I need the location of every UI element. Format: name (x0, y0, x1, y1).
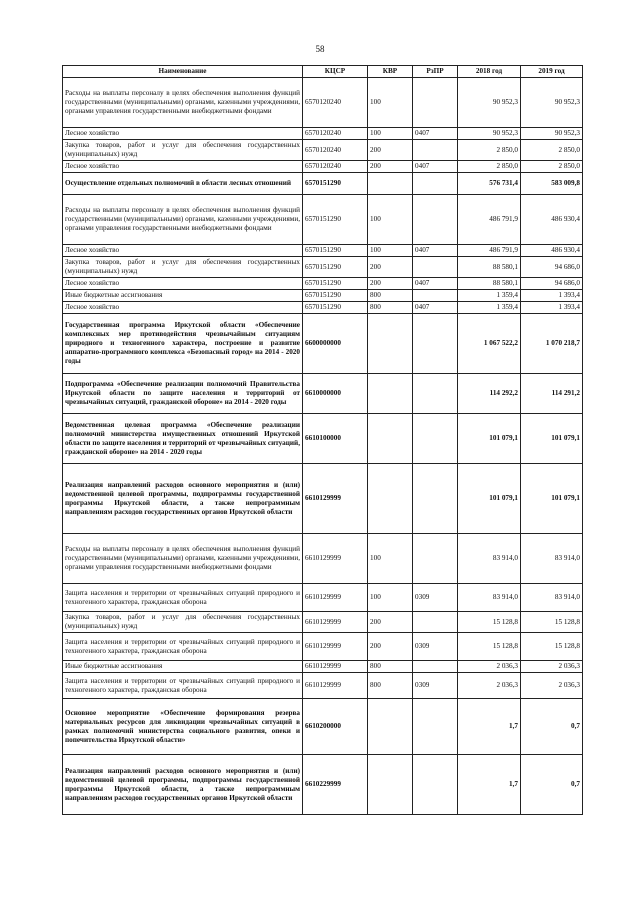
row-kcsr-cell: 6610129999 (303, 584, 368, 612)
row-kvr-cell (368, 699, 413, 755)
row-rzpr-cell: 0407 (413, 128, 458, 140)
row-2018-cell: 1,7 (458, 699, 521, 755)
header-2019: 2019 год (521, 66, 583, 78)
row-kvr-cell: 200 (368, 140, 413, 161)
row-name-cell: Закупка товаров, работ и услуг для обеспечения государственных (муниципальных) нужд (63, 612, 303, 633)
header-name: Наименование (63, 66, 303, 78)
row-2019-cell: 83 914,0 (521, 534, 583, 584)
row-name-cell: Защита населения и территории от чрезвычайных ситуаций природного и техногенного характера, гражданская оборона (63, 673, 303, 699)
row-2019-cell: 0,7 (521, 755, 583, 815)
table-body (63, 78, 583, 815)
row-rzpr-cell: 0407 (413, 278, 458, 290)
row-rzpr-cell (413, 661, 458, 673)
row-name-cell: Иные бюджетные ассигнования (63, 290, 303, 302)
row-rzpr-cell (413, 290, 458, 302)
row-kcsr-cell: 6610129999 (303, 612, 368, 633)
row-kvr-cell: 200 (368, 161, 413, 173)
table-row (63, 464, 583, 534)
table-row (63, 128, 583, 140)
row-name-cell: Лесное хозяйство (63, 302, 303, 314)
row-2018-cell: 486 791,9 (458, 245, 521, 257)
page-number: 58 (315, 44, 325, 54)
row-2019-cell: 0,7 (521, 699, 583, 755)
row-2019-cell: 583 009,8 (521, 173, 583, 195)
row-name-cell: Закупка товаров, работ и услуг для обеспечения государственных (муниципальных) нужд (63, 257, 303, 278)
row-name-cell: Закупка товаров, работ и услуг для обеспечения государственных (муниципальных) нужд (63, 140, 303, 161)
row-2019-cell: 94 686,0 (521, 278, 583, 290)
row-2019-cell: 1 070 218,7 (521, 314, 583, 374)
table-row (63, 661, 583, 673)
row-2018-cell: 486 791,9 (458, 195, 521, 245)
row-kvr-cell: 100 (368, 245, 413, 257)
row-name-cell: Иные бюджетные ассигнования (63, 661, 303, 673)
row-2019-cell: 90 952,3 (521, 78, 583, 128)
row-2018-cell: 1 359,4 (458, 302, 521, 314)
row-kcsr-cell: 6570120240 (303, 140, 368, 161)
row-rzpr-cell: 0407 (413, 161, 458, 173)
row-2018-cell: 576 731,4 (458, 173, 521, 195)
row-2018-cell: 1 067 522,2 (458, 314, 521, 374)
row-name-cell: Лесное хозяйство (63, 245, 303, 257)
table-row (63, 633, 583, 661)
row-name-cell: Ведомственная целевая программа «Обеспечение реализации полномочий министерства имущественных отношений Иркутской области по защите населения и территорий от чрезвычайных ситуаций, гражданской обороне» на 2014 - 2020 годы (63, 414, 303, 464)
row-name-cell: Подпрограмма «Обеспечение реализации полномочий Правительства Иркутской области по защите населения и территорий от чрезвычайных ситуаций, гражданской обороне» на 2014 - 2020 годы (63, 374, 303, 414)
table-row (63, 534, 583, 584)
row-rzpr-cell (413, 699, 458, 755)
table-row (63, 755, 583, 815)
row-kvr-cell (368, 755, 413, 815)
header-kvr: КВР (368, 66, 413, 78)
row-rzpr-cell: 0407 (413, 245, 458, 257)
row-name-cell: Реализация направлений расходов основного мероприятия и (или) ведомственной целевой программы, подпрограммы государственной программы Иркутской области, а также непрограммным направлениям расходов государственных органов Иркутской области (63, 755, 303, 815)
row-name-cell: Основное мероприятие «Обеспечение формирования резерва материальных ресурсов для ликвидации чрезвычайных ситуаций в рамках полномочий министерства социального развития, опеки и попечительства Иркутской области» (63, 699, 303, 755)
row-2019-cell: 114 291,2 (521, 374, 583, 414)
row-rzpr-cell: 0309 (413, 584, 458, 612)
row-2018-cell: 114 292,2 (458, 374, 521, 414)
row-kcsr-cell: 6610000000 (303, 374, 368, 414)
row-2018-cell: 2 036,3 (458, 673, 521, 699)
row-kcsr-cell: 6570151290 (303, 302, 368, 314)
row-name-cell: Лесное хозяйство (63, 128, 303, 140)
table-row (63, 195, 583, 245)
row-2018-cell: 2 036,3 (458, 661, 521, 673)
row-kcsr-cell: 6610129999 (303, 464, 368, 534)
row-kcsr-cell: 6570120240 (303, 128, 368, 140)
row-rzpr-cell (413, 534, 458, 584)
row-kcsr-cell: 6570151290 (303, 257, 368, 278)
row-kvr-cell (368, 314, 413, 374)
row-kvr-cell: 100 (368, 534, 413, 584)
row-kvr-cell: 200 (368, 257, 413, 278)
row-rzpr-cell: 0309 (413, 673, 458, 699)
row-2018-cell: 2 850,0 (458, 140, 521, 161)
row-name-cell: Осуществление отдельных полномочий в области лесных отношений (63, 173, 303, 195)
row-rzpr-cell (413, 78, 458, 128)
row-2019-cell: 83 914,0 (521, 584, 583, 612)
row-kcsr-cell: 6610129999 (303, 534, 368, 584)
table-row (63, 290, 583, 302)
row-kvr-cell: 100 (368, 78, 413, 128)
table-row (63, 278, 583, 290)
row-2019-cell: 15 128,8 (521, 633, 583, 661)
row-rzpr-cell (413, 195, 458, 245)
row-kcsr-cell: 6610200000 (303, 699, 368, 755)
row-name-cell: Расходы на выплаты персоналу в целях обеспечения выполнения функций государственными (муниципальными) органами, казенными учреждениями, органами управления государственными внебюджетными фондами (63, 534, 303, 584)
row-2019-cell: 15 128,8 (521, 612, 583, 633)
budget-table (62, 65, 583, 815)
row-kcsr-cell: 6570151290 (303, 195, 368, 245)
row-2018-cell: 88 580,1 (458, 257, 521, 278)
table-row (63, 699, 583, 755)
table-row (63, 78, 583, 128)
header-kcsr: КЦСР (303, 66, 368, 78)
header-2018: 2018 год (458, 66, 521, 78)
row-2019-cell: 94 686,0 (521, 257, 583, 278)
table-row (63, 245, 583, 257)
row-kvr-cell: 200 (368, 633, 413, 661)
row-kcsr-cell: 6610129999 (303, 661, 368, 673)
row-2018-cell: 101 079,1 (458, 414, 521, 464)
row-2019-cell: 101 079,1 (521, 414, 583, 464)
row-2019-cell: 1 393,4 (521, 290, 583, 302)
row-kcsr-cell: 6610229999 (303, 755, 368, 815)
row-kcsr-cell: 6610129999 (303, 673, 368, 699)
row-name-cell: Расходы на выплаты персоналу в целях обеспечения выполнения функций государственными (муниципальными) органами, казенными учреждениями, органами управления государственными внебюджетными фондами (63, 78, 303, 128)
row-2018-cell: 90 952,3 (458, 128, 521, 140)
row-2018-cell: 83 914,0 (458, 534, 521, 584)
row-2019-cell: 486 930,4 (521, 195, 583, 245)
row-rzpr-cell: 0309 (413, 633, 458, 661)
row-name-cell: Лесное хозяйство (63, 161, 303, 173)
row-kcsr-cell: 6570151290 (303, 173, 368, 195)
table-row (63, 161, 583, 173)
row-kcsr-cell: 6570120240 (303, 78, 368, 128)
row-rzpr-cell (413, 374, 458, 414)
header-rzpr: РзПР (413, 66, 458, 78)
table-header-row (63, 66, 583, 78)
row-2019-cell: 486 930,4 (521, 245, 583, 257)
table-row (63, 612, 583, 633)
table-row (63, 414, 583, 464)
row-rzpr-cell (413, 414, 458, 464)
row-kvr-cell: 800 (368, 302, 413, 314)
row-name-cell: Государственная программа Иркутской области «Обеспечение комплексных мер противодействия чрезвычайным ситуациям природного и техногенного характера, построение и развитие аппаратно-программного комплекса «Безопасный город» на 2014 - 2020 годы (63, 314, 303, 374)
row-rzpr-cell (413, 612, 458, 633)
row-kvr-cell: 800 (368, 290, 413, 302)
table-row (63, 302, 583, 314)
row-rzpr-cell (413, 140, 458, 161)
row-rzpr-cell (413, 464, 458, 534)
row-rzpr-cell (413, 314, 458, 374)
row-rzpr-cell: 0407 (413, 302, 458, 314)
row-kvr-cell (368, 374, 413, 414)
row-name-cell: Реализация направлений расходов основного мероприятия и (или) ведомственной целевой программы, подпрограммы государственной программы Иркутской области, а также непрограммным направлениям расходов государственных органов Иркутской области (63, 464, 303, 534)
row-kvr-cell (368, 464, 413, 534)
row-2019-cell: 2 036,3 (521, 661, 583, 673)
row-2018-cell: 1,7 (458, 755, 521, 815)
row-rzpr-cell (413, 173, 458, 195)
table-row (63, 257, 583, 278)
row-2018-cell: 1 359,4 (458, 290, 521, 302)
row-kcsr-cell: 6600000000 (303, 314, 368, 374)
row-kvr-cell: 100 (368, 128, 413, 140)
table-row (63, 314, 583, 374)
row-kcsr-cell: 6570151290 (303, 245, 368, 257)
row-2018-cell: 88 580,1 (458, 278, 521, 290)
table-row (63, 584, 583, 612)
row-kvr-cell (368, 414, 413, 464)
row-2019-cell: 1 393,4 (521, 302, 583, 314)
row-kcsr-cell: 6570151290 (303, 290, 368, 302)
row-kvr-cell: 100 (368, 195, 413, 245)
row-kcsr-cell: 6610100000 (303, 414, 368, 464)
row-2018-cell: 83 914,0 (458, 584, 521, 612)
row-2019-cell: 2 850,0 (521, 140, 583, 161)
table-row (63, 173, 583, 195)
row-name-cell: Защита населения и территории от чрезвычайных ситуаций природного и техногенного характера, гражданская оборона (63, 584, 303, 612)
row-rzpr-cell (413, 755, 458, 815)
row-2018-cell: 101 079,1 (458, 464, 521, 534)
row-2018-cell: 15 128,8 (458, 633, 521, 661)
row-2019-cell: 2 036,3 (521, 673, 583, 699)
row-2018-cell: 2 850,0 (458, 161, 521, 173)
row-kvr-cell: 200 (368, 278, 413, 290)
row-kvr-cell (368, 173, 413, 195)
row-2019-cell: 90 952,3 (521, 128, 583, 140)
row-2019-cell: 2 850,0 (521, 161, 583, 173)
table-row (63, 140, 583, 161)
row-kcsr-cell: 6610129999 (303, 633, 368, 661)
row-name-cell: Защита населения и территории от чрезвычайных ситуаций природного и техногенного характера, гражданская оборона (63, 633, 303, 661)
row-kcsr-cell: 6570120240 (303, 161, 368, 173)
row-rzpr-cell (413, 257, 458, 278)
table-row (63, 673, 583, 699)
row-name-cell: Расходы на выплаты персоналу в целях обеспечения выполнения функций государственными (муниципальными) органами, казенными учреждениями, органами управления государственными внебюджетными фондами (63, 195, 303, 245)
row-kcsr-cell: 6570151290 (303, 278, 368, 290)
row-name-cell: Лесное хозяйство (63, 278, 303, 290)
row-kvr-cell: 200 (368, 612, 413, 633)
row-2018-cell: 90 952,3 (458, 78, 521, 128)
row-kvr-cell: 800 (368, 673, 413, 699)
table-row (63, 374, 583, 414)
row-2019-cell: 101 079,1 (521, 464, 583, 534)
row-kvr-cell: 800 (368, 661, 413, 673)
row-kvr-cell: 100 (368, 584, 413, 612)
row-2018-cell: 15 128,8 (458, 612, 521, 633)
